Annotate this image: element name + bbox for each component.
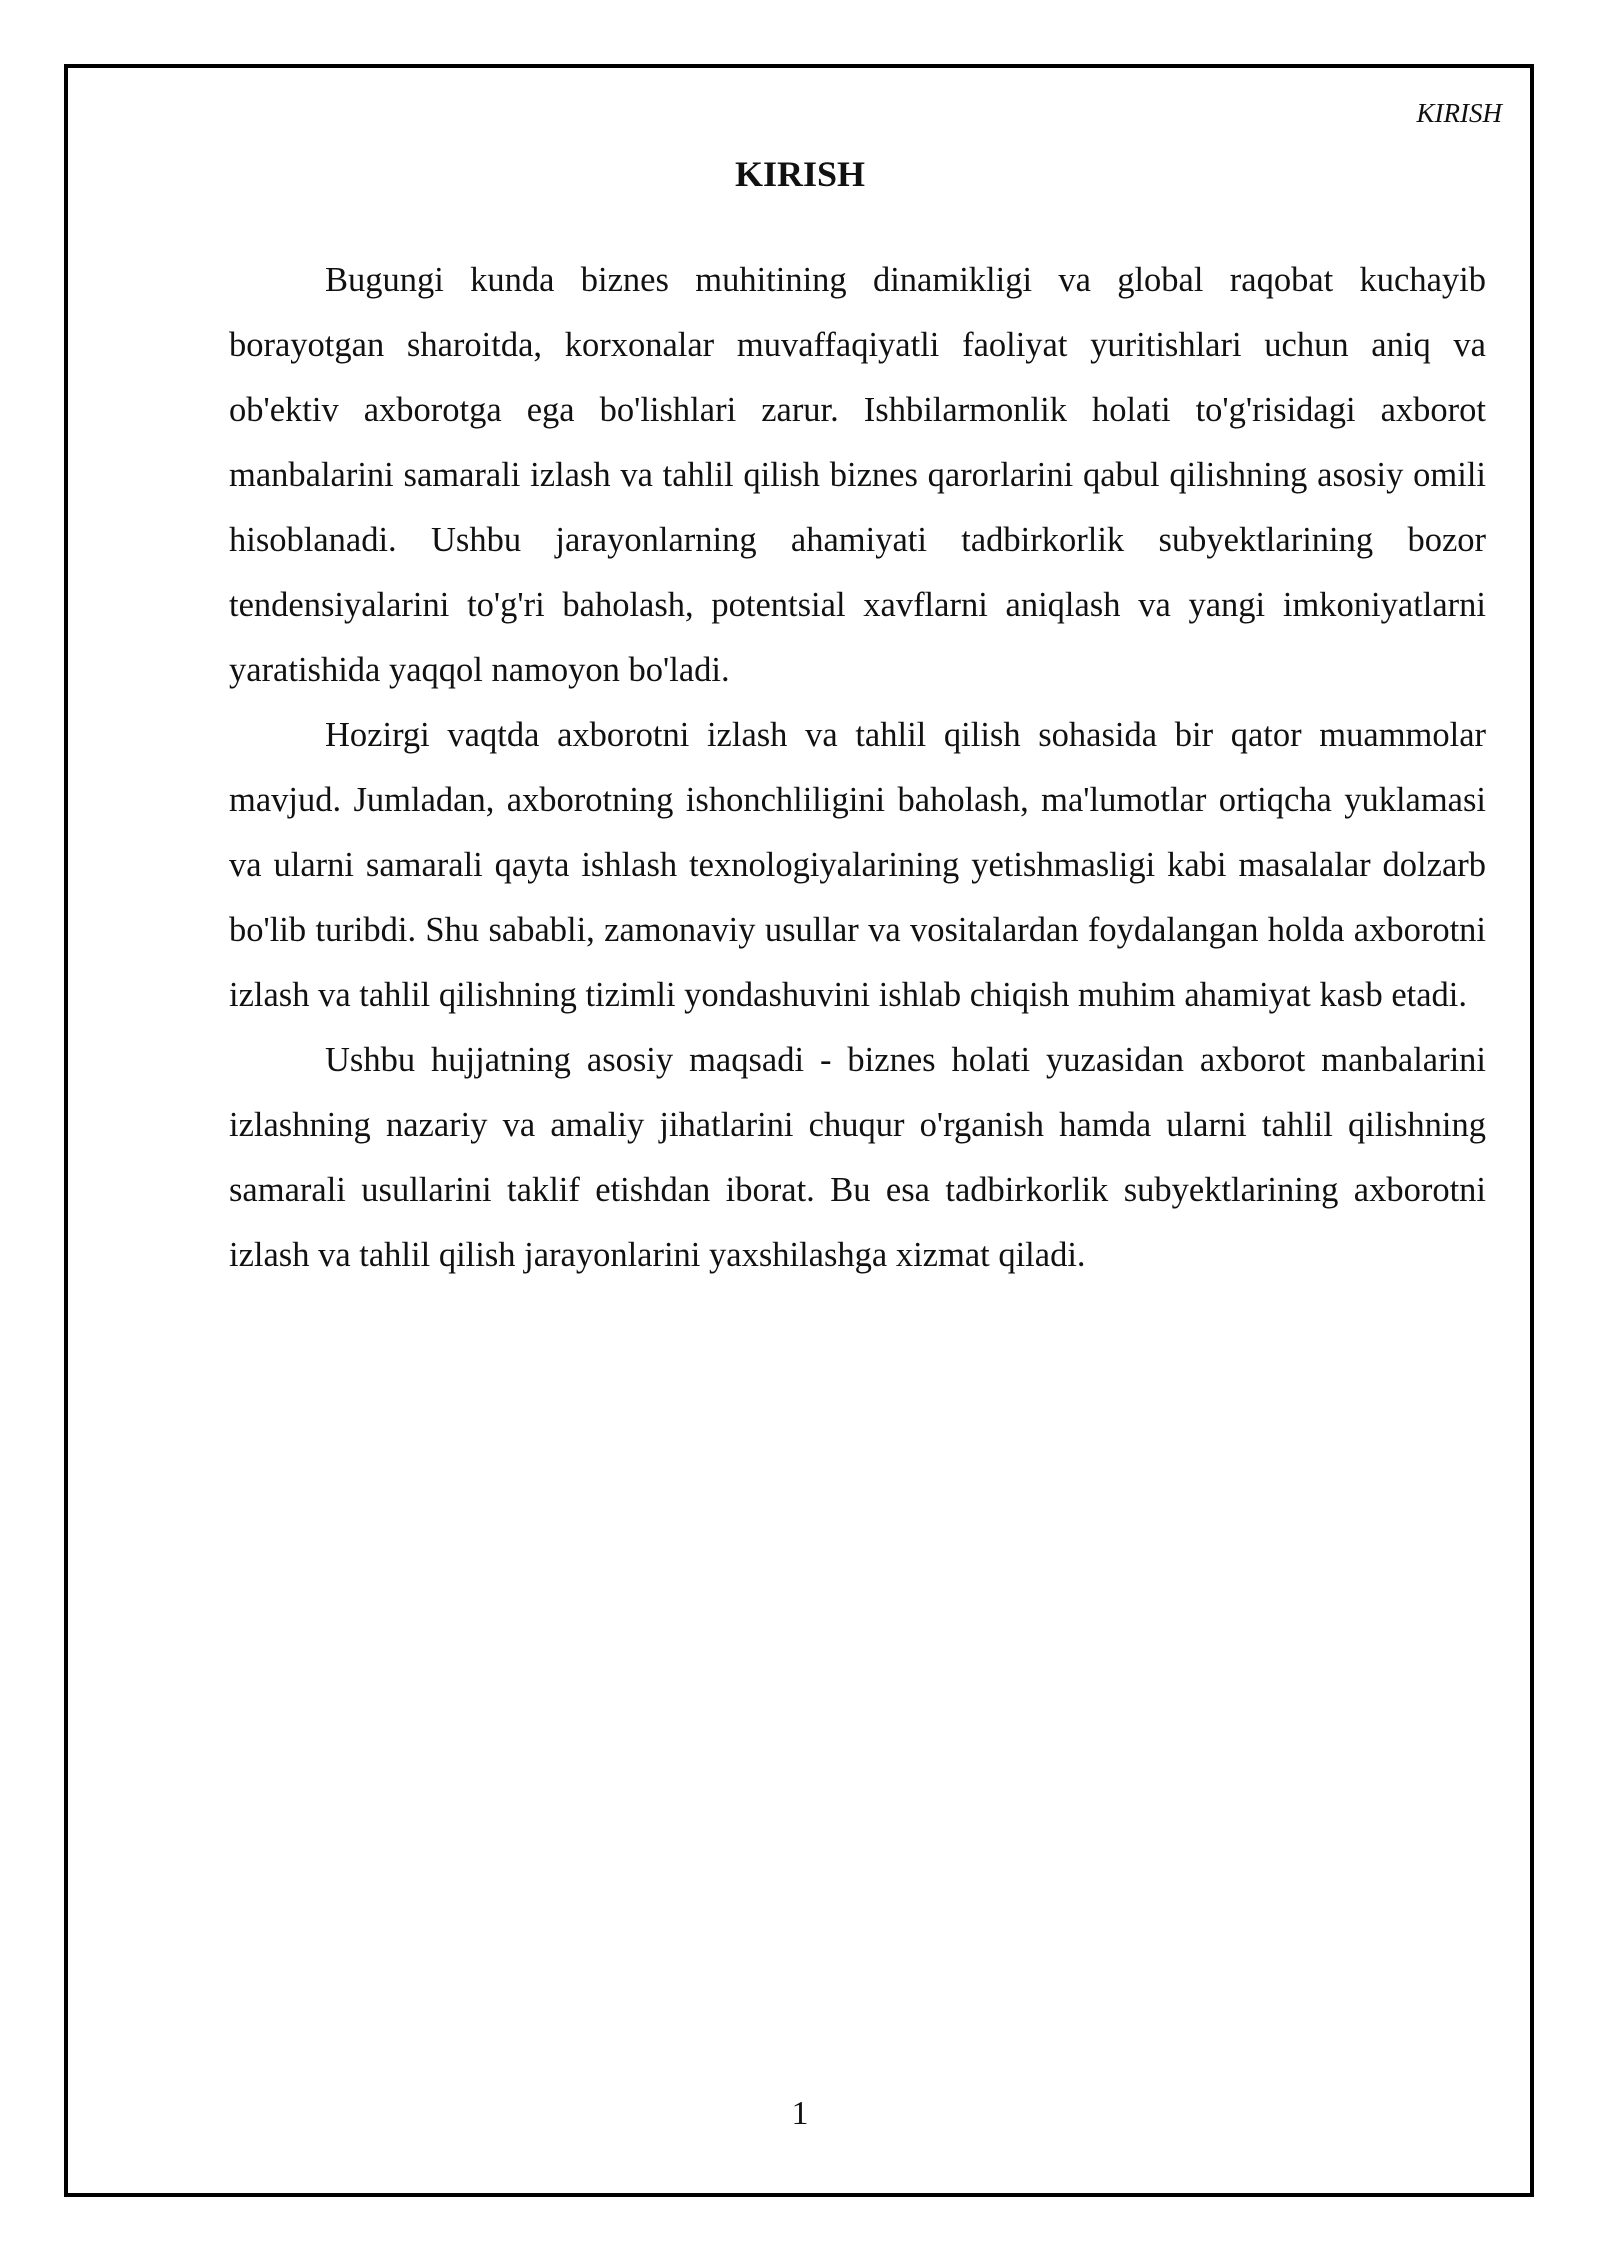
paragraph-1: Bugungi kunda biznes muhitining dinamikligi va global raqobat kuchayib borayotgan sharoitda, korxonalar muvaffaqiyatli faoliyat yuritishlari uchun aniq va ob'ektiv axborotga ega bo'lishlari zarur. Ishbilarmonlik holati to'g'risidagi axborot manbalarini samarali izlash va tahlil qilish biznes qarorlarini qabul qilishning asosiy omili hisoblanadi. Ushbu jarayonlarning ahamiyati tadbirkorlik subyektlarining bozor tendensiyalarini to'g'ri baholash, potentsial xavflarni aniqlash va yangi imkoniyatlarni yaratishida yaqqol namoyon bo'ladi. — [229, 261, 1486, 689]
body-text — [229, 248, 1486, 1288]
running-header: KIRISH — [1416, 98, 1502, 128]
page-number: 1 — [791, 2095, 809, 2132]
paragraph-3: Ushbu hujjatning asosiy maqsadi - biznes holati yuzasidan axborot manbalarini izlashning nazariy va amaliy jihatlarini chuqur o'rganish hamda ularni tahlil qilishning samarali usullarini taklif etishdan iborat. Bu esa tadbirkorlik subyektlarining axborotni izlash va tahlil qilish jarayonlarini yaxshilashga xizmat qiladi. — [229, 1041, 1486, 1274]
paragraph-2: Hozirgi vaqtda axborotni izlash va tahlil qilish sohasida bir qator muammolar mavjud. Jumladan, axborotning ishonchliligini baholash, ma'lumotlar ortiqcha yuklamasi va ularni samarali qayta ishlash texnologiyalarining yetishmasligi kabi masalalar dolzarb bo'lib turibdi. Shu sababli, zamonaviy usullar va vositalardan foydalangan holda axborotni izlash va tahlil qilishning tizimli yondashuvini ishlab chiqish muhim ahamiyat kasb etadi. — [229, 716, 1486, 1014]
page-title: KIRISH — [734, 154, 866, 194]
